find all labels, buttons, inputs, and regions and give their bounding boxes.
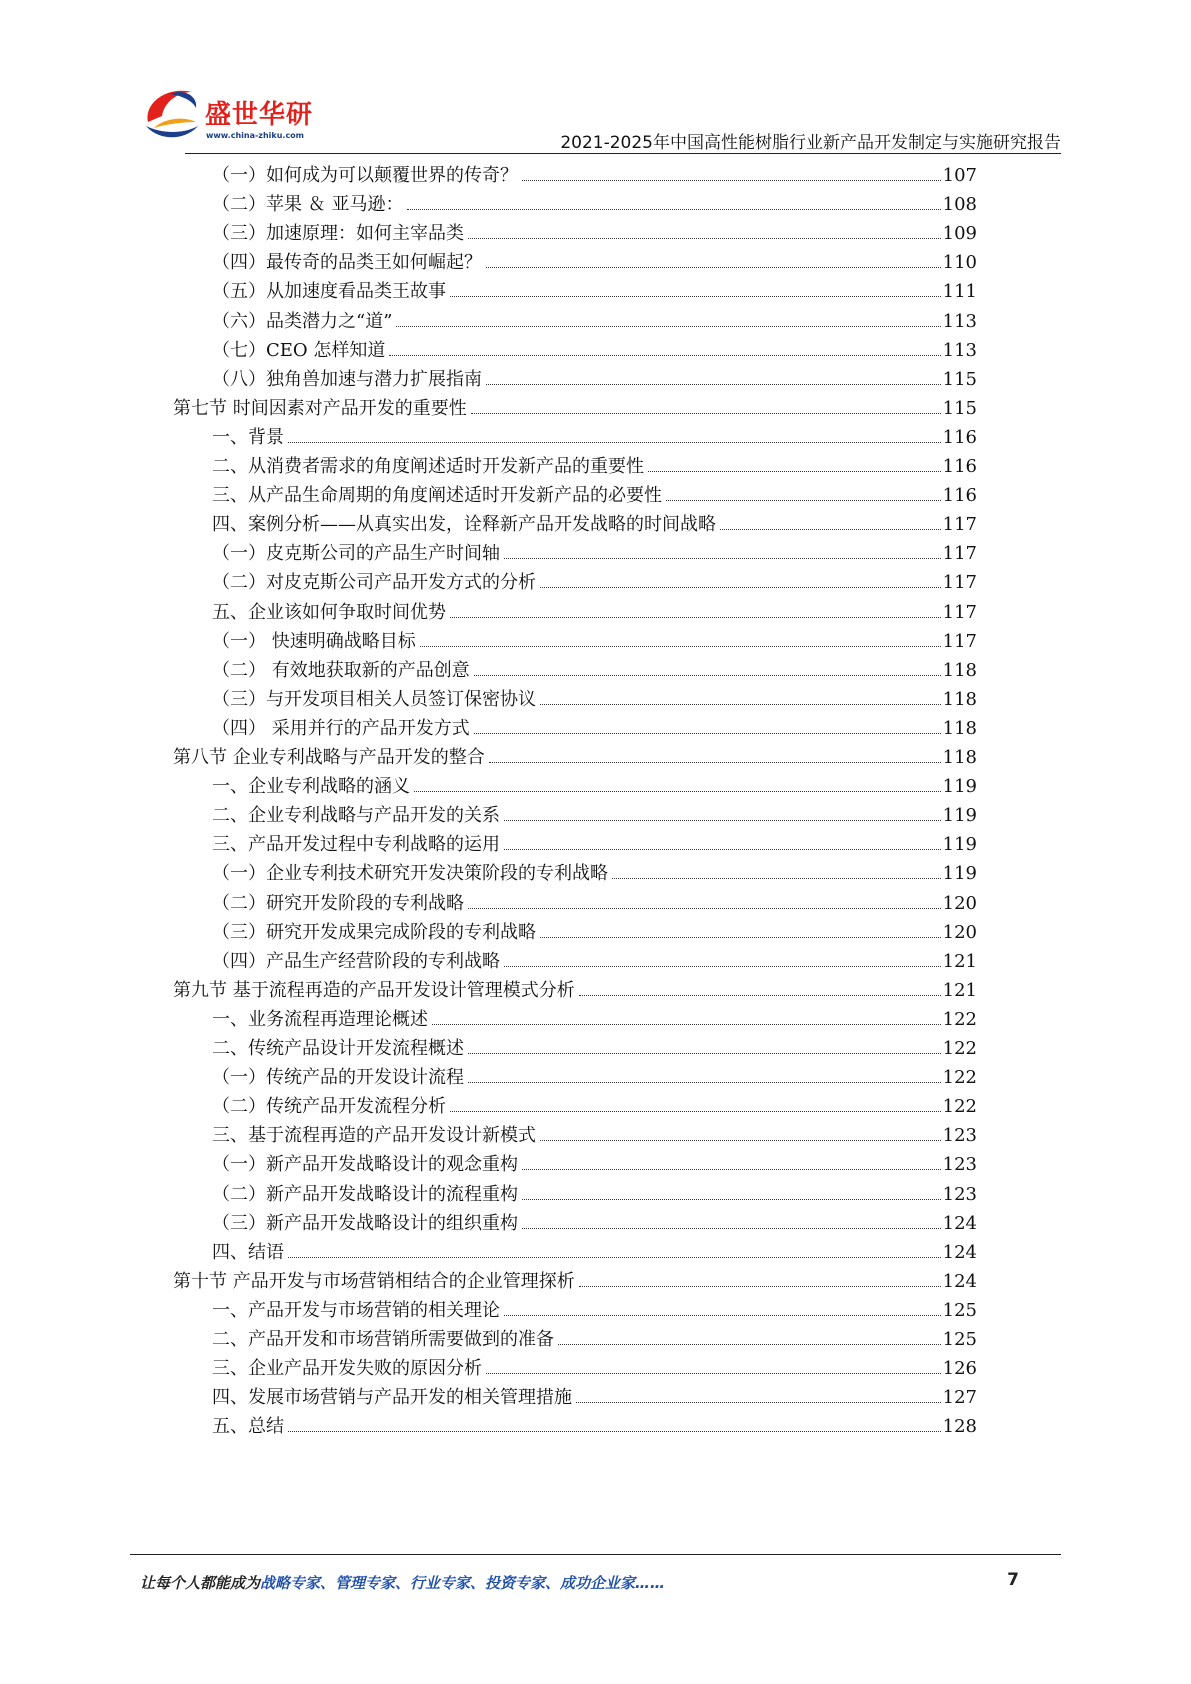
toc-dot-leader	[432, 1024, 941, 1025]
toc-entry-page: 117	[942, 543, 977, 565]
toc-entry[interactable]	[212, 218, 977, 249]
toc-entry-label: （四）产品生产经营阶段的专利战略	[212, 950, 500, 972]
toc-entry-page: 120	[942, 892, 977, 914]
toc-entry[interactable]	[212, 306, 977, 337]
toc-entry-page: 110	[942, 252, 977, 274]
toc-entry-page: 117	[942, 630, 977, 652]
toc-dot-leader	[579, 995, 941, 996]
toc-entry-page: 120	[942, 921, 977, 943]
toc-entry-label: 二、产品开发和市场营销所需要做到的准备	[212, 1329, 554, 1350]
toc-entry-page: 123	[942, 1154, 977, 1176]
toc-entry-label: 二、从消费者需求的角度阐述适时开发新产品的重要性	[212, 456, 644, 477]
toc-entry[interactable]	[212, 684, 977, 715]
report-title: 2021-2025年中国高性能树脂行业新产品开发制定与实施研究报告	[560, 133, 1061, 153]
toc-entry[interactable]	[212, 1353, 977, 1384]
page-number: 7	[1007, 1570, 1019, 1590]
toc-entry[interactable]	[212, 160, 977, 191]
toc-entry-label: 三、基于流程再造的产品开发设计新模式	[212, 1125, 536, 1147]
toc-entry-label: 一、企业专利战略的涵义	[212, 776, 410, 798]
toc-dot-leader	[504, 1315, 941, 1316]
toc-entry-page: 119	[942, 776, 977, 798]
toc-entry-label: 五、总结	[212, 1416, 284, 1438]
toc-entry-page: 118	[942, 717, 977, 739]
header-divider	[185, 153, 1061, 154]
toc-dot-leader	[420, 646, 941, 647]
toc-entry[interactable]	[212, 858, 977, 889]
toc-entry[interactable]	[212, 247, 977, 278]
toc-entry-label: （二） 有效地获取新的产品创意	[212, 659, 470, 681]
toc-entry[interactable]	[212, 917, 977, 948]
toc-entry[interactable]	[212, 451, 977, 482]
toc-entry[interactable]	[212, 1295, 977, 1326]
logo-url: www.china-zhiku.com	[206, 131, 305, 140]
toc-entry-page: 117	[942, 572, 977, 594]
toc-entry-label: 第八节 企业专利战略与产品开发的整合	[173, 747, 485, 768]
toc-entry-label: （二）研究开发阶段的专利战略	[212, 892, 464, 914]
toc-entry-label: （一）皮克斯公司的产品生产时间轴	[212, 543, 500, 565]
toc-dot-leader	[720, 529, 941, 530]
toc-entry-label: 三、企业产品开发失败的原因分析	[212, 1358, 482, 1380]
toc-entry-label: （一）新产品开发战略设计的观念重构	[212, 1154, 518, 1176]
toc-dot-leader	[468, 238, 941, 239]
toc-entry-label: 一、背景	[212, 426, 284, 448]
toc-dot-leader	[450, 617, 941, 618]
toc-dot-leader	[288, 442, 941, 443]
toc-entry[interactable]	[212, 1033, 977, 1064]
logo-text: 盛世华研	[205, 100, 314, 130]
toc-entry-label: （一）企业专利技术研究开发决策阶段的专利战略	[212, 863, 608, 885]
toc-entry-page: 107	[942, 165, 977, 186]
toc-dot-leader	[396, 326, 940, 327]
toc-entry[interactable]	[212, 888, 977, 919]
toc-entry-page: 123	[942, 1183, 977, 1205]
toc-entry[interactable]	[212, 771, 977, 802]
toc-entry-label: （三）加速原理：如何主宰品类	[212, 223, 464, 245]
toc-entry-label: 四、发展市场营销与产品开发的相关管理措施	[212, 1387, 572, 1409]
toc-entry[interactable]	[212, 800, 977, 831]
toc-dot-leader	[504, 849, 941, 850]
toc-entry-page: 115	[942, 397, 977, 419]
toc-dot-leader	[486, 1373, 941, 1374]
toc-entry-label: （二）传统产品开发流程分析	[212, 1096, 446, 1118]
toc-dot-leader	[576, 1402, 941, 1403]
toc-entry[interactable]	[212, 655, 977, 686]
toc-entry-page: 119	[942, 805, 977, 827]
toc-entry-page: 123	[942, 1125, 977, 1147]
toc-entry-page: 122	[942, 1067, 977, 1089]
toc-entry[interactable]	[212, 946, 977, 977]
toc-entry-page: 111	[942, 281, 977, 303]
toc-entry[interactable]	[212, 1324, 977, 1355]
toc-entry-page: 122	[942, 1008, 977, 1030]
toc-dot-leader	[407, 209, 940, 210]
toc-dot-leader	[558, 1344, 941, 1345]
toc-entry-label: 第七节 时间因素对产品开发的重要性	[173, 397, 467, 419]
toc-dot-leader	[648, 471, 941, 472]
toc-entry-label: 五、企业该如何争取时间优势	[212, 601, 446, 623]
toc-entry-page: 124	[942, 1270, 977, 1292]
toc-entry-label: 三、从产品生命周期的角度阐述适时开发新产品的必要性	[212, 485, 662, 507]
toc-dot-leader	[522, 180, 941, 181]
toc-dot-leader	[389, 355, 940, 356]
toc-entry-page: 128	[942, 1416, 977, 1438]
toc-entry[interactable]	[212, 829, 977, 860]
toc-entry-label: （一） 快速明确战略目标	[212, 630, 416, 652]
toc-dot-leader	[540, 937, 941, 938]
toc-entry-page: 118	[942, 688, 977, 710]
toc-dot-leader	[666, 500, 941, 501]
toc-dot-leader	[504, 558, 941, 559]
toc-entry-label: 三、产品开发过程中专利战略的运用	[212, 834, 500, 856]
toc-dot-leader	[468, 908, 941, 909]
footer-divider	[130, 1554, 1061, 1555]
toc-dot-leader	[288, 1431, 941, 1432]
toc-entry-label: 四、结语	[212, 1241, 284, 1263]
toc-entry-label: （一）传统产品的开发设计流程	[212, 1067, 464, 1089]
toc-entry[interactable]	[173, 393, 977, 424]
toc-entry-page: 116	[942, 426, 977, 448]
toc-entry-page: 118	[942, 747, 977, 768]
toc-entry[interactable]	[212, 1382, 977, 1413]
toc-entry-label: （五）从加速度看品类王故事	[212, 281, 446, 303]
toc-dot-leader	[540, 704, 941, 705]
toc-entry-label: （一）如何成为可以颠覆世界的传奇？	[212, 165, 518, 186]
toc-entry-page: 124	[942, 1241, 977, 1263]
toc-entry-label: 一、业务流程再造理论概述	[212, 1008, 428, 1030]
toc-entry[interactable]	[173, 1266, 977, 1297]
toc-dot-leader	[579, 1286, 941, 1287]
toc-entry[interactable]	[212, 597, 977, 628]
toc-entry[interactable]	[212, 567, 977, 598]
toc-entry-page: 113	[942, 310, 977, 332]
toc-entry[interactable]	[212, 364, 977, 395]
toc-entry-label: 第九节 基于流程再造的产品开发设计管理模式分析	[173, 979, 575, 1001]
toc-entry[interactable]	[212, 335, 977, 366]
toc-entry[interactable]	[212, 1411, 977, 1442]
toc-entry-label: （三）新产品开发战略设计的组织重构	[212, 1212, 518, 1234]
footer-slogan-highlight: 战略专家、管理专家、行业专家、投资专家、成功企业家……	[260, 1574, 666, 1592]
toc-dot-leader	[468, 1053, 941, 1054]
toc-entry-label: 一、产品开发与市场营销的相关理论	[212, 1299, 500, 1321]
toc-dot-leader	[450, 1111, 941, 1112]
toc-entry-page: 116	[942, 456, 977, 477]
toc-entry[interactable]	[212, 509, 977, 540]
toc-dot-leader	[540, 587, 941, 588]
toc-entry[interactable]	[212, 422, 977, 453]
toc-entry-label: （二）新产品开发战略设计的流程重构	[212, 1183, 518, 1205]
toc-dot-leader	[486, 267, 941, 268]
toc-entry-page: 122	[942, 1096, 977, 1118]
toc-entry[interactable]	[212, 713, 977, 744]
toc-dot-leader	[474, 733, 941, 734]
toc-entry[interactable]	[212, 1208, 977, 1239]
toc-entry-label: 第十节 产品开发与市场营销相结合的企业管理探析	[173, 1270, 575, 1292]
toc-entry-label: （二）对皮克斯公司产品开发方式的分析	[212, 572, 536, 594]
toc-dot-leader	[489, 762, 941, 763]
toc-entry[interactable]	[173, 975, 977, 1006]
toc-entry[interactable]	[212, 626, 977, 657]
toc-entry[interactable]	[212, 1120, 977, 1151]
toc-entry[interactable]	[212, 1004, 977, 1035]
toc-dot-leader	[414, 791, 941, 792]
toc-dot-leader	[612, 878, 941, 879]
toc-entry-label: （二）苹果 ＆ 亚马逊：	[212, 194, 404, 216]
toc-entry[interactable]	[212, 1091, 977, 1122]
toc-entry-page: 113	[942, 339, 977, 361]
footer-slogan-prefix: 让每个人都能成为	[140, 1574, 261, 1592]
toc-entry[interactable]	[212, 538, 977, 569]
toc-entry-label: （六）品类潜力之“道”	[212, 310, 393, 332]
toc-dot-leader	[522, 1169, 941, 1170]
toc-dot-leader	[504, 820, 941, 821]
toc-entry-label: （三）与开发项目相关人员签订保密协议	[212, 688, 536, 710]
toc-entry-page: 118	[942, 659, 977, 681]
toc-entry-label: （八）独角兽加速与潜力扩展指南	[212, 368, 482, 390]
toc-entry-label: （四）最传奇的品类王如何崛起？	[212, 252, 482, 274]
toc-entry-page: 119	[942, 834, 977, 856]
toc-entry-page: 124	[942, 1212, 977, 1234]
toc-dot-leader	[504, 966, 941, 967]
toc-entry[interactable]	[212, 1149, 977, 1180]
toc-entry-label: （三）研究开发成果完成阶段的专利战略	[212, 921, 536, 943]
toc-entry-page: 117	[942, 601, 977, 623]
toc-entry-page: 119	[942, 863, 977, 885]
toc-entry-page: 122	[942, 1038, 977, 1059]
toc-entry[interactable]	[173, 742, 977, 773]
toc-entry[interactable]	[212, 1179, 977, 1210]
toc-entry-page: 115	[942, 368, 977, 390]
footer-slogan	[140, 1572, 665, 1593]
toc-dot-leader	[450, 296, 941, 297]
toc-entry-page: 117	[942, 514, 977, 536]
toc-dot-leader	[474, 675, 941, 676]
toc-entry-label: （七）CEO 怎样知道	[212, 339, 386, 361]
toc-entry[interactable]	[212, 1237, 977, 1268]
toc-dot-leader	[540, 1140, 941, 1141]
toc-dot-leader	[486, 384, 941, 385]
toc-dot-leader	[471, 413, 941, 414]
page-header	[0, 0, 1191, 160]
toc-entry[interactable]	[212, 480, 977, 511]
toc-dot-leader	[468, 1082, 941, 1083]
toc-entry-page: 121	[942, 979, 977, 1001]
toc-entry-label: （四） 采用并行的产品开发方式	[212, 717, 470, 739]
toc-entry-page: 121	[942, 950, 977, 972]
toc-entry-page: 116	[942, 485, 977, 507]
toc-dot-leader	[288, 1257, 941, 1258]
toc-entry-page: 109	[942, 223, 977, 245]
toc-dot-leader	[522, 1228, 941, 1229]
toc-entry-page: 127	[942, 1387, 977, 1409]
toc-entry-page: 126	[942, 1358, 977, 1380]
toc-entry-label: 二、企业专利战略与产品开发的关系	[212, 805, 500, 827]
toc-entry-page: 125	[942, 1329, 977, 1350]
toc-entry-label: 四、案例分析——从真实出发，诠释新产品开发战略的时间战略	[212, 514, 716, 536]
toc-entry-label: 二、传统产品设计开发流程概述	[212, 1038, 464, 1059]
toc-entry[interactable]	[212, 276, 977, 307]
toc-dot-leader	[522, 1199, 941, 1200]
toc-entry[interactable]	[212, 189, 977, 220]
toc-entry[interactable]	[212, 1062, 977, 1093]
toc-entry-page: 108	[942, 194, 977, 216]
toc-entry-page: 125	[942, 1299, 977, 1321]
